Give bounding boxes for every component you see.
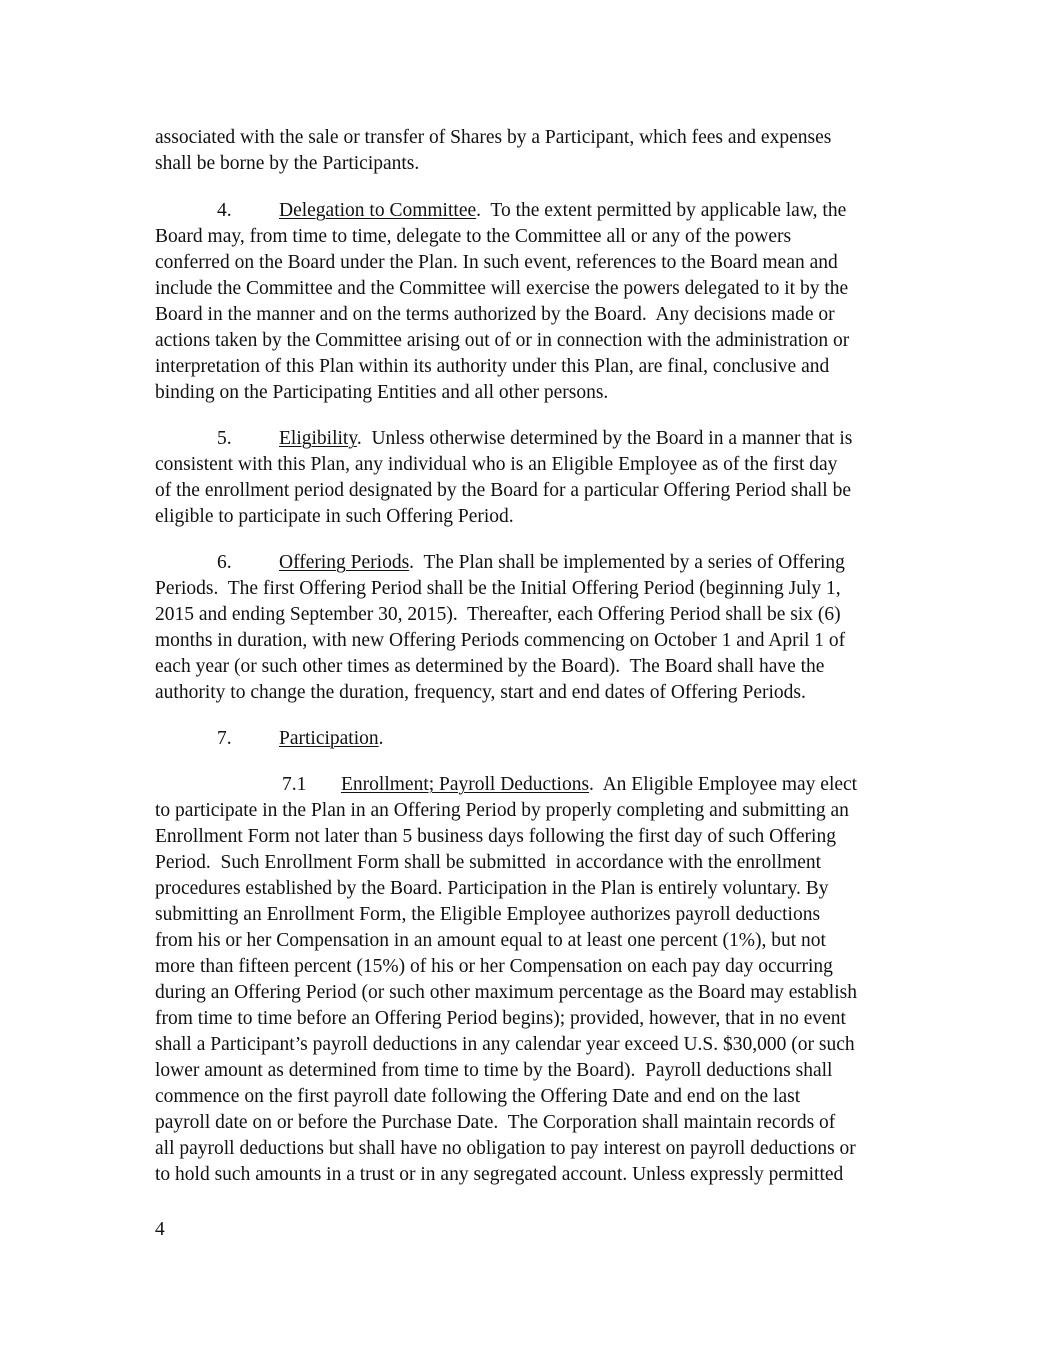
section-line: payroll date on or before the Purchase Date. The Corporation shall maintain records of [155, 1112, 836, 1133]
section-line: 2015 and ending September 30, 2015). Thereafter, each Offering Period shall be six (6) [155, 604, 841, 625]
section-line: commence on the first payroll date following the Offering Date and end on the last [155, 1086, 801, 1107]
section-first-line-text: . [378, 728, 384, 749]
section-line: each year (or such other times as determined by the Board). The Board shall have the [155, 656, 825, 677]
section-line: more than fifteen percent (15%) of his or her Compensation on each pay day occurring [155, 956, 833, 977]
section-line: Period. Such Enrollment Form shall be submitted in accordance with the enrollment [155, 852, 822, 873]
section-number: 6. [217, 552, 232, 573]
section-number: 7. [217, 728, 232, 749]
section-line: from time to time before an Offering Period begins); provided, however, that in no event [155, 1008, 846, 1029]
section-heading: Eligibility [279, 428, 357, 449]
section-number: 7.1 [282, 774, 307, 795]
section-4-first-line [155, 198, 847, 224]
section-line: Periods. The first Offering Period shall be the Initial Offering Period (beginning July 1, [155, 578, 841, 599]
section-line: from his or her Compensation in an amount equal to at least one percent (1%), but not [155, 930, 826, 951]
section-heading: Enrollment; Payroll Deductions [341, 774, 590, 795]
section-line: lower amount as determined from time to time by the Board). Payroll deductions shall [155, 1060, 833, 1081]
section-line: procedures established by the Board. Participation in the Plan is entirely voluntary. By [155, 878, 829, 899]
section-number: 4. [217, 200, 232, 221]
section-line: consistent with this Plan, any individual who is an Eligible Employee as of the first day [155, 454, 838, 475]
page-number: 4 [155, 1219, 165, 1240]
section-first-line-text: . Unless otherwise determined by the Board in a manner that is [356, 428, 853, 449]
section-number: 5. [217, 428, 232, 449]
section-7-first-line [155, 726, 384, 752]
section-6-first-line [155, 550, 845, 576]
section-first-line-text: . An Eligible Employee may elect [589, 774, 858, 795]
section-line: shall a Participant’s payroll deductions in any calendar year exceed U.S. $30,000 (or such [155, 1034, 855, 1055]
section-line: submitting an Enrollment Form, the Eligible Employee authorizes payroll deductions [155, 904, 821, 925]
section-line: Board may, from time to time, delegate to the Committee all or any of the powers [155, 226, 792, 247]
section-line: during an Offering Period (or such other maximum percentage as the Board may establish [155, 982, 857, 1003]
section-line: Enrollment Form not later than 5 business days following the first day of such Offering [155, 826, 836, 847]
continuation-line: shall be borne by the Participants. [155, 153, 420, 174]
section-line: to hold such amounts in a trust or in any segregated account. Unless expressly permitted [155, 1164, 844, 1185]
section-heading: Offering Periods [279, 552, 410, 573]
section-line: of the enrollment period designated by the Board for a particular Offering Period shall be [155, 480, 852, 501]
section-first-line-text: . To the extent permitted by applicable law, the [476, 200, 847, 221]
section-line: actions taken by the Committee arising out of or in connection with the administration or [155, 330, 850, 351]
section-line: to participate in the Plan in an Offering Period by properly completing and submitting an [155, 800, 849, 821]
section-line: interpretation of this Plan within its authority under this Plan, are final, conclusive and [155, 356, 830, 377]
section-line: authority to change the duration, frequency, start and end dates of Offering Periods. [155, 682, 806, 703]
section-heading: Delegation to Committee [279, 200, 477, 221]
section-line: months in duration, with new Offering Periods commencing on October 1 and April 1 of [155, 630, 846, 651]
section-7-1-first-line [155, 772, 858, 798]
section-line: include the Committee and the Committee will exercise the powers delegated to it by the [155, 278, 849, 299]
section-heading: Participation [279, 728, 379, 749]
section-5-first-line [155, 426, 853, 452]
section-line: all payroll deductions but shall have no obligation to pay interest on payroll deductions or [155, 1138, 856, 1159]
section-line: eligible to participate in such Offering Period. [155, 506, 514, 527]
section-line: conferred on the Board under the Plan. In such event, references to the Board mean and [155, 252, 838, 273]
section-first-line-text: . The Plan shall be implemented by a series of Offering [409, 552, 845, 573]
section-line: Board in the manner and on the terms authorized by the Board. Any decisions made or [155, 304, 835, 325]
continuation-line: associated with the sale or transfer of Shares by a Participant, which fees and expenses [155, 127, 832, 148]
section-line: binding on the Participating Entities and all other persons. [155, 382, 609, 403]
